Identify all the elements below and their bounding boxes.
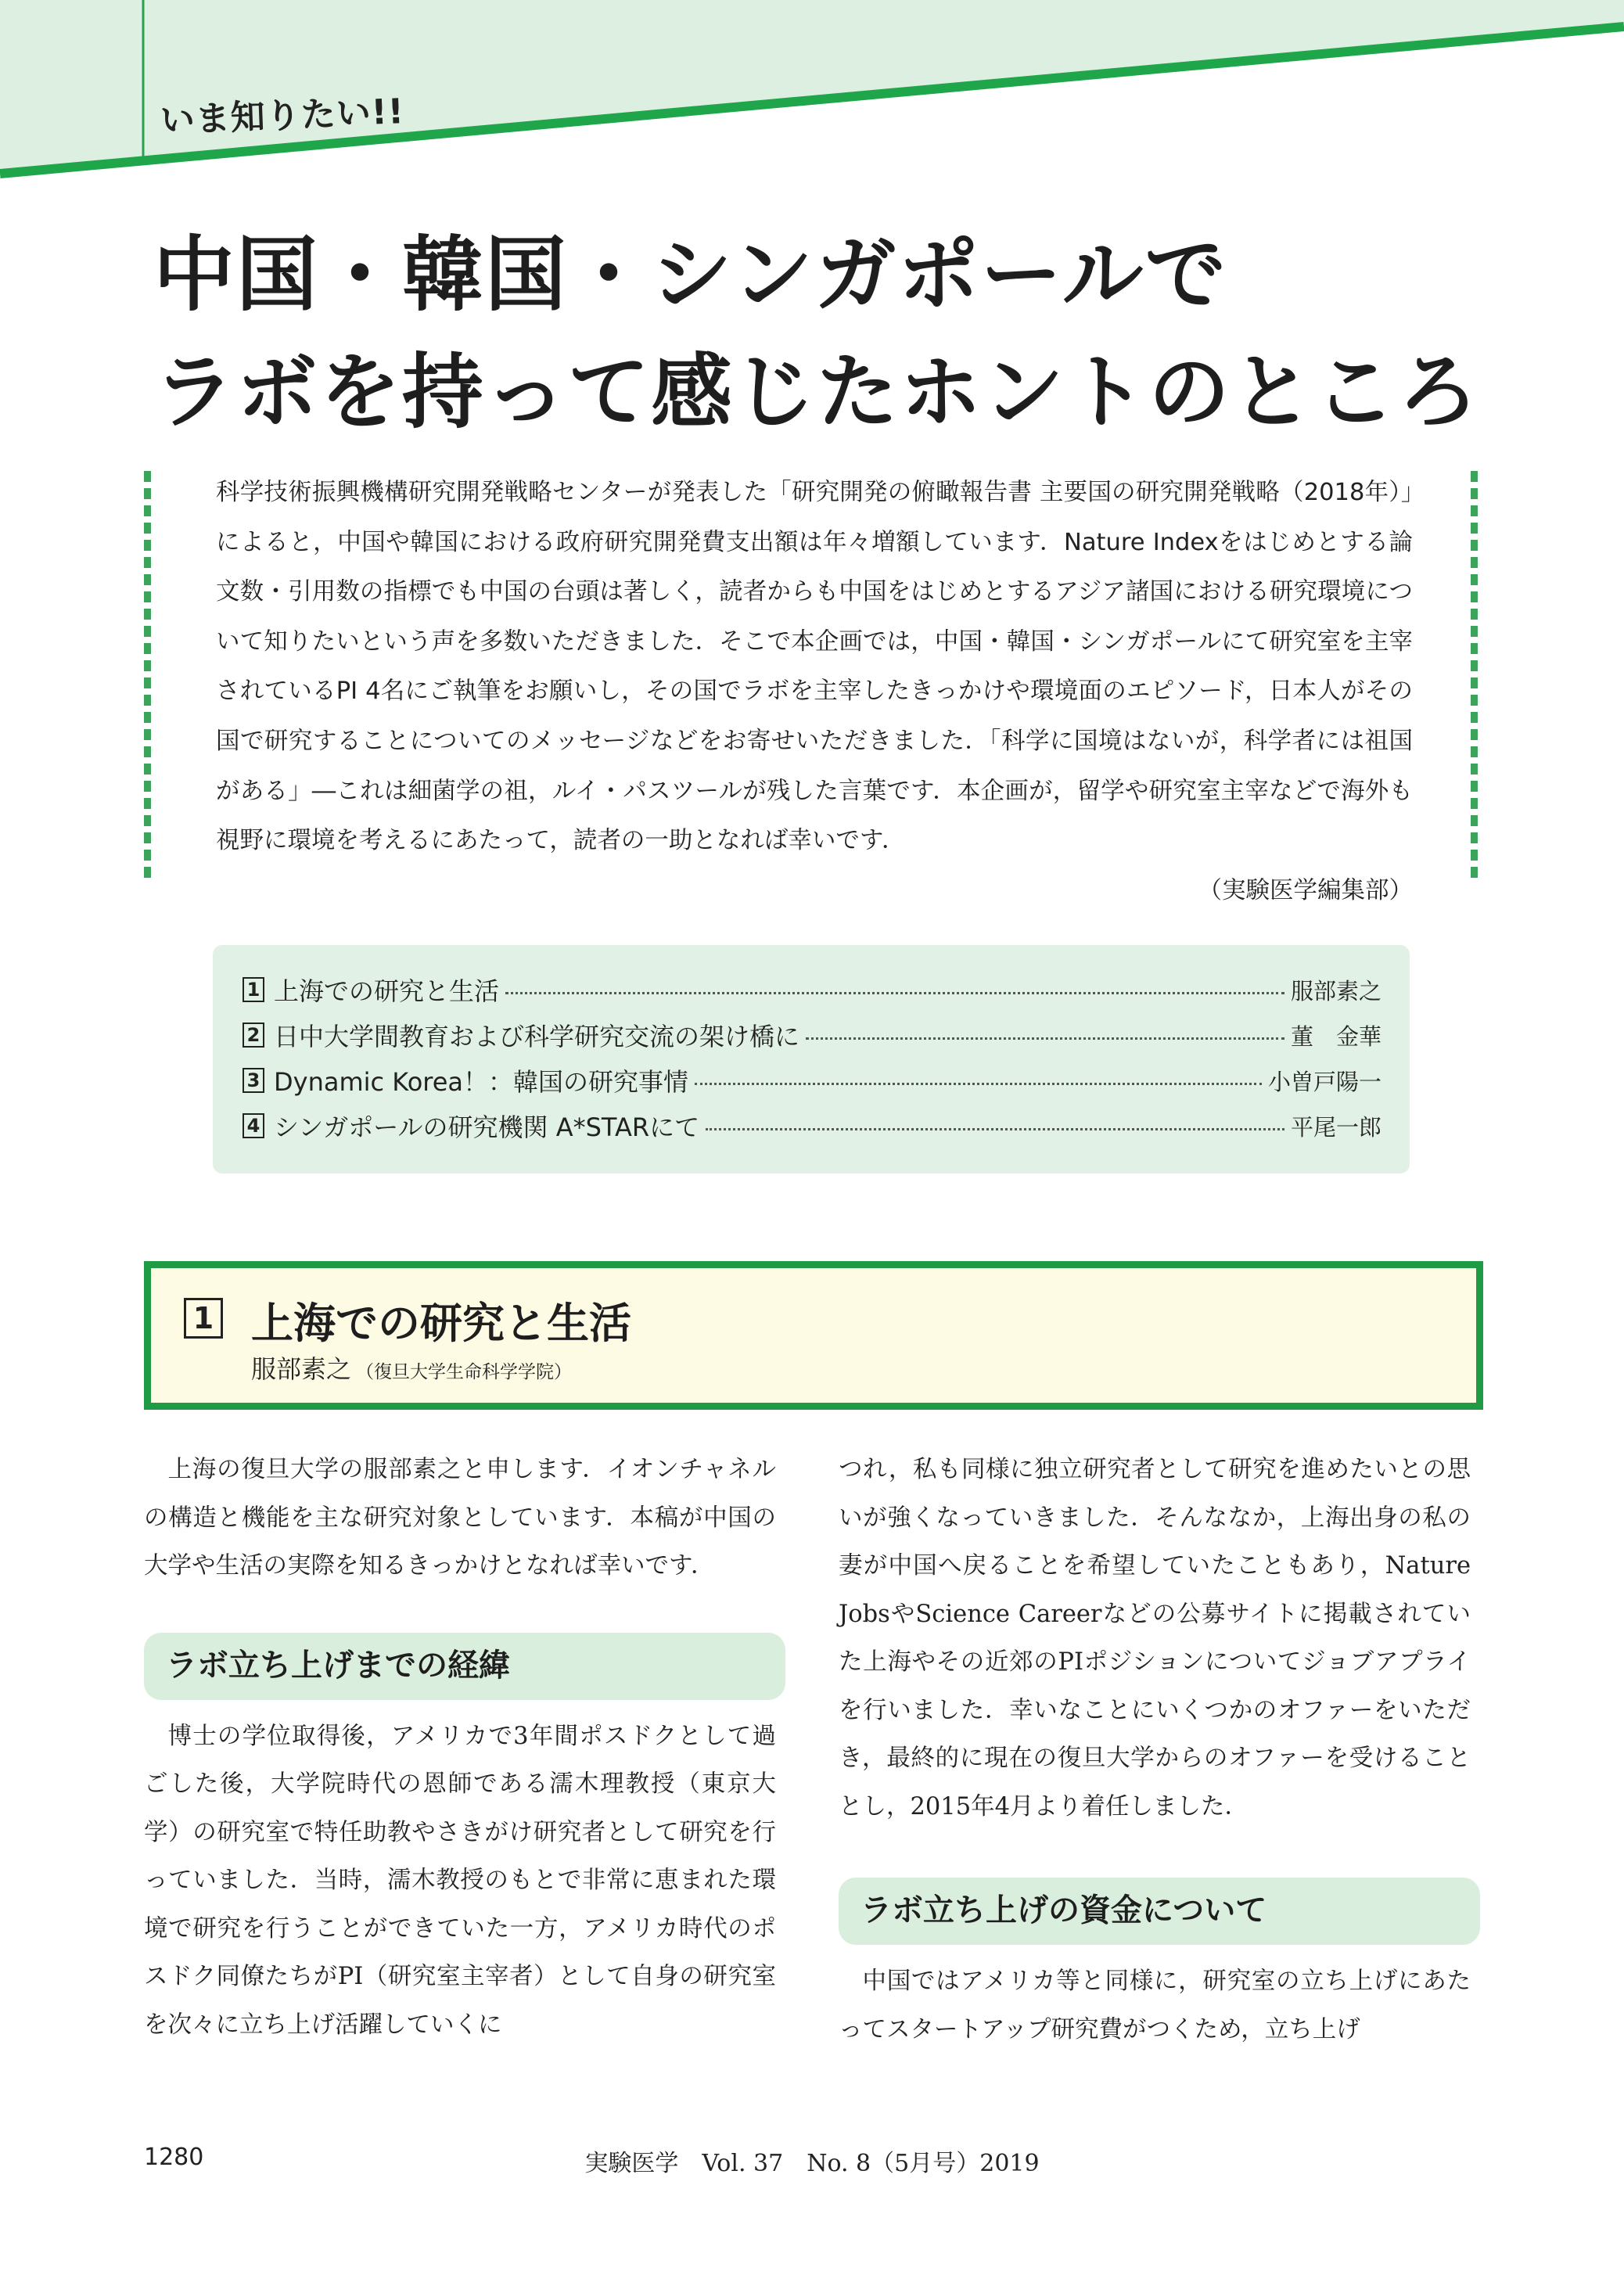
toc-item-author: 小曽戸陽一	[1267, 1068, 1381, 1095]
toc-item-author: 董 金華	[1290, 1023, 1381, 1050]
intro-text: 科学技術振興機構研究開発戦略センターが発表した「研究開発の俯瞰報告書 主要国の研究開発戦略（2018年）」によると，中国や韓国における政府研究開発費支出額は年々増額しています．Nature Indexをはじめとする論文数・引用数の指標でも中国の台頭は著しく，読者からも中国をはじめとするアジア諸国における研究環境について知りたいという声を多数いただきました．そこで本企画では，中国・韓国・シンガポールにて研究室を主宰されているPI 4名にご執筆をお願いし，その国でラボを主宰したきっかけや環境面のエピソード，日本人がその国で研究することについてのメッセージなどをお寄せいただきました．「科学に国境はないが，科学者には祖国がある」―これは細菌学の祖，ルイ・パスツールが残した言葉です．本企画が，留学や研究室主宰などで海外も視野に環境を考えるにあたって，読者の一助となれば幸いです．	[216, 479, 1414, 855]
series-label: いま知りたい!!	[159, 92, 405, 142]
subheading-lab-startup-background: ラボ立ち上げまでの経緯	[144, 1633, 785, 1700]
subheading-lab-startup-funding: ラボ立ち上げの資金について	[839, 1878, 1480, 1945]
toc-item-author: 服部素之	[1290, 977, 1381, 1005]
toc-item-number: 4	[243, 1113, 264, 1138]
header-band-fill	[0, 0, 1624, 171]
toc-item-number: 1	[243, 977, 264, 1002]
table-of-contents	[213, 945, 1410, 1173]
toc-item[interactable]	[243, 967, 1381, 1012]
toc-leader-dots	[505, 992, 1284, 994]
paragraph-funding: 中国ではアメリカ等と同様に，研究室の立ち上げにあたってスタートアップ研究費がつくため，立ち上げ	[839, 1968, 1471, 2043]
toc-item-title: 日中大学間教育および科学研究交流の架け橋に	[274, 1022, 800, 1051]
right-column	[839, 1446, 1471, 2054]
article-title	[153, 216, 1530, 451]
toc-item-author: 平尾一郎	[1290, 1113, 1381, 1141]
intro-block	[216, 468, 1413, 915]
section-title: 上海での研究と生活	[251, 1299, 631, 1348]
section-affiliation: （復旦大学生命科学学院）	[356, 1362, 573, 1382]
title-line-1: 中国・韓国・シンガポールで	[153, 227, 1228, 322]
toc-leader-dots	[695, 1083, 1262, 1085]
toc-item-title: 上海での研究と生活	[274, 976, 500, 1006]
toc-item-title: シンガポールの研究機関 A*STARにて	[274, 1112, 700, 1142]
section-number: 1	[184, 1298, 223, 1339]
toc-item-number: 3	[243, 1068, 264, 1093]
left-column	[144, 1446, 776, 2049]
intro-paragraph: 上海の復旦大学の服部素之と申します．イオンチャネルの構造と機能を主な研究対象としています．本稿が中国の大学や生活の実際を知るきっかけとなれば幸いです．	[144, 1456, 776, 1580]
intro-left-bar	[144, 471, 151, 878]
intro-right-bar	[1471, 471, 1478, 878]
paragraph-background-left: 博士の学位取得後，アメリカで3年間ポスドクとして過ごした後，大学院時代の恩師である濡木理教授（東京大学）の研究室で特任助教やさきがけ研究者として研究を行っていました．当時，濡木教授のもとで非常に恵まれた環境で研究を行うことができていた一方，アメリカ時代のポスドク同僚たちがPI（研究室主宰者）として自身の研究室を次々に立ち上げ活躍していくに	[144, 1722, 776, 2039]
journal-citation: 実験医学 Vol. 37 No. 8（5月号）2019	[584, 2150, 1040, 2177]
paragraph-background-right: つれ，私も同様に独立研究者として研究を進めたいとの思いが強くなっていきました．そんななか，上海出身の私の妻が中国へ戻ることを希望していたこともあり，Nature JobsやScience Careerなどの公募サイトに掲載されていた上海やその近郊のPIポジションについてジョブアプライを行いました．幸いなことにいくつかのオファーをいただき，最終的に現在の復旦大学からのオファーを受けることとし，2015年4月より着任しました．	[839, 1456, 1471, 1820]
toc-leader-dots	[806, 1037, 1284, 1040]
page-number: 1280	[144, 2144, 204, 2171]
intro-credit: （実験医学編集部）	[1198, 876, 1413, 904]
toc-item-title: Dynamic Korea！：韓国の研究事情	[274, 1067, 689, 1097]
toc-item[interactable]	[243, 1012, 1381, 1058]
toc-item[interactable]	[243, 1058, 1381, 1103]
toc-item-number: 2	[243, 1023, 264, 1048]
section-author: 服部素之	[251, 1354, 352, 1384]
title-line-2: ラボを持って感じたホントのところ	[153, 344, 1481, 440]
section-heading-box	[144, 1261, 1483, 1410]
section-author-line	[251, 1350, 572, 1386]
toc-item[interactable]	[243, 1103, 1381, 1148]
toc-leader-dots	[706, 1128, 1284, 1130]
